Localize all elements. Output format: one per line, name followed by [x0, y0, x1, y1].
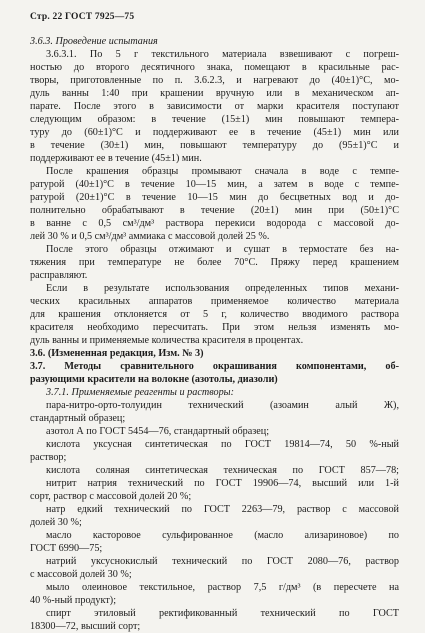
text-line: раствор; — [30, 452, 67, 463]
text-line: ратурой (20±1)°С в течение 10—15 мин до бесцветных вод и до- — [30, 192, 399, 203]
text-line: долей 30 %; — [30, 517, 82, 528]
text-line: тяжения при температуре не более 70°С. Пряжу перед крашением — [30, 257, 399, 268]
text-line: 3.6.3. Проведение испытания — [30, 36, 158, 47]
text-line: азотол А по ГОСТ 5454—76, стандартный образец; — [46, 426, 270, 437]
text-line: стандартный образец; — [30, 413, 126, 424]
text-line: кислота уксусная синтетическая по ГОСТ 19814—74, 50 %-ный — [46, 439, 399, 450]
text-line: ческих красильных аппаратов применяемое количество материала — [30, 296, 399, 307]
text-line: следующим образом: в течение (15±1) мин повышают темпера- — [30, 114, 399, 125]
text-line: После крашения образцы промывают сначала в воде с темпе- — [46, 166, 399, 177]
text-line: поддерживают ее в течение (45±1) мин. — [30, 153, 202, 164]
page-header — [30, 12, 399, 22]
text-line: в течение (30±1) мин, повышают температуру до (95±1)°С и — [30, 140, 399, 151]
text-line: 3.7. Методы сравнительного окрашивания компонентами, об- — [30, 361, 399, 372]
text-line: спирт этиловый ректификованный технический по ГОСТ — [46, 608, 399, 619]
text-line: нитрит натрия технический по ГОСТ 19906—74, высший или 1-й — [46, 478, 399, 489]
text-line: натр едкий технический по ГОСТ 2263—79, раствор с массовой — [46, 504, 399, 515]
body-text — [30, 35, 399, 633]
text-line: полнительно обрабатывают в течение (20±1) мин при (50±1)°С — [30, 205, 399, 216]
text-line: 3.6. (Измененная редакция, Изм. № 3) — [30, 348, 204, 359]
text-line: После этого образцы отжимают и сушат в термостате без на- — [46, 244, 399, 255]
text-line: с массовой долей 30 %; — [30, 569, 132, 580]
text-line: Если в результате использования определенных типов механи- — [46, 283, 399, 294]
text-line: пара-нитро-орто-толуидин технический (азоамин алый Ж), — [46, 400, 399, 411]
text-line: масло касторовое сульфированное (масло ализариновое) по — [46, 530, 399, 541]
page-number: Стр. 22 — [30, 12, 63, 22]
text-line: парате. После этого в зависимости от марки красителя поступают — [30, 101, 399, 112]
text-line: в ванне с 0,5 см³/дм³ раствора перекиси водорода с массовой до- — [30, 218, 399, 229]
text-line: ратурой (40±1)°С в течение 10—15 мин, а затем в воде с темпе- — [30, 179, 399, 190]
text-line: туру до (60±1)°С и поддерживают ее в течение (45±1) мин или — [30, 127, 399, 138]
text-line: кислота соляная синтетическая техническая по ГОСТ 857—78; — [46, 465, 399, 476]
text-line: мыло олеиновое текстильное, раствор 7,5 г/дм³ (в пересчете на — [46, 582, 399, 593]
text-line: сорт, раствор с массовой долей 20 %; — [30, 491, 192, 502]
text-line: 3.7.1. Применяемые реагенты и растворы: — [46, 387, 234, 398]
text-line: творы, приготовленные по п. 3.6.2.3, и нагревают до (40±1)°С, мо- — [30, 75, 399, 86]
text-line: дуль ванны и применяемые количества красителя в процентах. — [30, 335, 304, 346]
text-line: дуль ванны 1:40 при крашении вручную или в механическом ап- — [30, 88, 399, 99]
text-line: натрий уксуснокислый технический по ГОСТ 2080—76, раствор — [46, 556, 399, 567]
text-line: ГОСТ 6990—75; — [30, 543, 103, 554]
text-line: разующими красители на волокне (азотолы, диазоли) — [30, 374, 278, 385]
text-line: 18300—72, высший сорт; — [30, 621, 141, 632]
text-line: для крашения отклоняется от 5 г, количество вводимого раствора — [30, 309, 399, 320]
standard-code: ГОСТ 7925—75 — [65, 12, 135, 22]
text-line: 40 %-ный продукт); — [30, 595, 117, 606]
text-line: расправляют. — [30, 270, 88, 281]
text-line: 3.6.3.1. По 5 г текстильного материала взвешивают с погреш- — [46, 49, 399, 60]
text-line: красителя необходимо пересчитать. При этом нельзя изменять мо- — [30, 322, 399, 333]
text-line: ностью до второго десятичного знака, помещают в красильные рас- — [30, 62, 399, 73]
text-line: лей 30 % и 0,5 см³/дм³ аммиака с массовой долей 25 %. — [30, 231, 270, 242]
